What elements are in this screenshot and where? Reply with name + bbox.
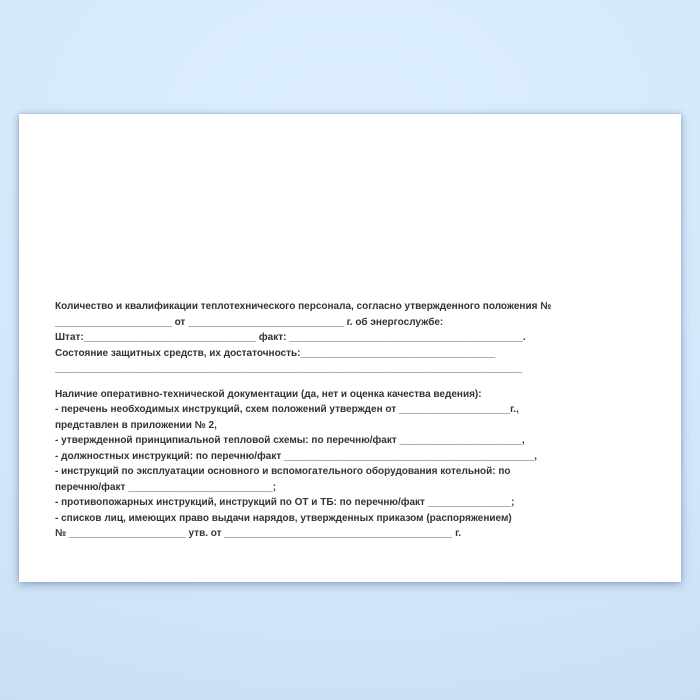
paragraph — [55, 299, 661, 377]
text-line: Количество и квалификации теплотехнического персонала, согласно утвержденного положения № — [55, 301, 552, 312]
text-line: _____________________ от ____________________________ г. об энергослужбе: — [55, 316, 444, 328]
text-line: № _____________________ утв. от _________________________________________ г. — [55, 528, 462, 539]
text-line: - списков лиц, имеющих право выдачи нарядов, утвержденных приказом (распоряжением) — [55, 512, 512, 524]
text-line: ____________________________________________________________________________________ — [55, 363, 523, 374]
text-line: Наличие оперативно-технической документации (да, нет и оценка качества ведения): — [55, 388, 482, 400]
text-line: Штат:_______________________________ факт: __________________________________________. — [55, 332, 526, 343]
document-page — [19, 114, 681, 582]
text-line: - должностных инструкций: по перечню/факт _____________________________________________, — [55, 450, 538, 462]
text-line: Состояние защитных средств, их достаточность:___________________________________ — [55, 347, 496, 359]
text-line: перечню/факт __________________________; — [55, 481, 277, 493]
text-line: - перечень необходимых инструкций, схем положений утвержден от ____________________г., — [55, 404, 519, 415]
text-line: - утвержденной принципиальной тепловой схемы: по перечню/факт ______________________, — [55, 435, 525, 446]
document-text — [55, 299, 661, 542]
text-line: представлен в приложении № 2, — [55, 419, 217, 431]
text-line: - инструкций по эксплуатации основного и вспомогательного оборудования котельной: по — [55, 466, 511, 477]
text-line: - противопожарных инструкций, инструкций по ОТ и ТБ: по перечню/факт _______________; — [55, 497, 515, 508]
paragraph — [55, 387, 661, 542]
